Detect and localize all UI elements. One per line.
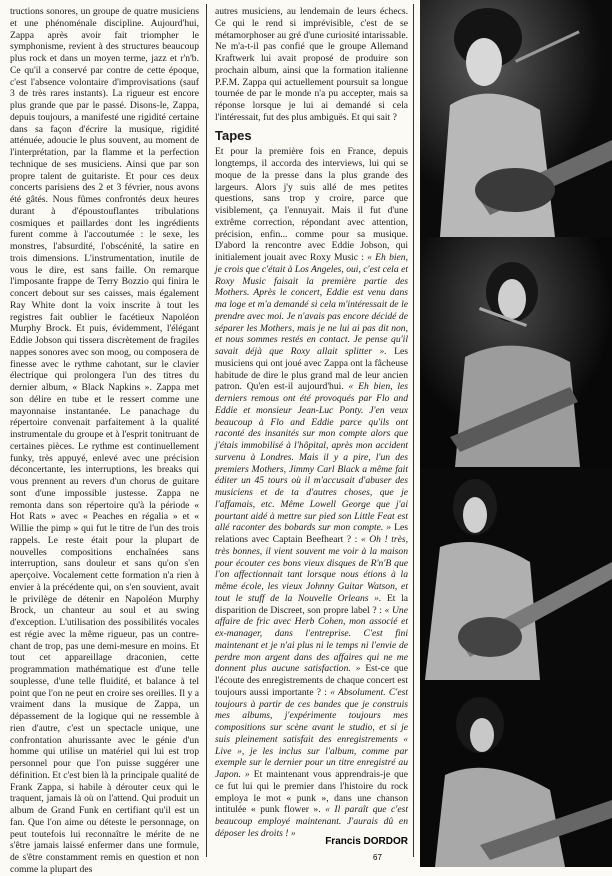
quote-text: « Oh ! très, très bonnes, il vient souvent me voir à la maison pour écouter ces bons vieux disques de R'n'B que l'on affectionnait tant lorsque nous étions à la même école, les vieux Johnny Guitar Watson, et tout le stuff de la Nouvelle Orleans ». (215, 534, 409, 604)
zappa-photo-2 (420, 237, 612, 467)
body-text: Est-ce que l'écoute des enregistrements de chaque concert est toujours aussi importante ? : (215, 663, 408, 698)
quote-text: « Une affaire de fric avec Herb Cohen, mon associé et ex-manager, dans l'entreprise. C'est fini maintenant et je n'ai plus ni le temps ni l'envie de perdre mon argent dans des affaires qui ne me donnent plus aucune satisfaction. » (215, 604, 408, 675)
quote-text: « Eh bien, je crois que c'était à Los Angeles, oui, c'est cela et Roxy Music faisait la première partie des Mothers. Après le concert, Eddie est venu dans ma loge et m'a demandé si cela m'intéressait de le prendre avec moi. Je n'avais pas encore décidé de séparer les Mothers, mais je ne lui ai pas dit non, et nous sommes restés en contact. Je pense qu'il savait déjà que Roxy allait splitter ». (215, 252, 408, 357)
body-text: Et maintenant vous apprendrais-je que ce fut lui qui le premier dans l'histoire du rock employa le mot « punk », dans une chanson intitulée « punk flower ». (215, 769, 408, 816)
zappa-photo-4 (420, 680, 612, 867)
body-text: Et pour la première fois en France, depuis longtemps, il accorda des interviews, lui qui se moque de la presse dans la plus grande des largeurs. Alors j'y suis allé de mes petites questions, sans trop y croire, parce que visiblement, ça l'ennuyait. Mais il fut d'une extrême correction, répondant avec attention, précision, enfin... comme pour sa musique. D'abord la rencontre avec Eddie Jobson, qui initialement jouait avec Roxy Music : (215, 146, 408, 263)
body-text: Et la disparition de Discreet, son propre label ? : (215, 592, 408, 616)
section-heading: Tapes (215, 127, 252, 143)
body-text: Les musiciens qui ont joué avec Zappa ont la fâcheuse habitude de dire le plus grand mal de leur ancien patron. Qu'en est-il aujourd'hui. (215, 346, 408, 393)
article-paragraph: tructions sonores, un groupe de quatre musiciens et une phénoménale discipline. Aujourd'hui, Zappa après avoir fait triompher le symphonisme, revient à des structures beaucoup plus rock et dans un moyen terme, jazz et r'n'b. Ce qu'il a conservé par contre de cette époque, c'est l'absence volontaire d'improvisations (sauf 3 de très rares instants). La rigueur est encore plus grande que par le passé. Disons-le, Zappa, depuis toujours, a manifesté une rigidité certaine dans sa façon d'écrire la musique, rigidité atténuée, adoucie le plus souvent, au moment de l'interprétation, par la flamme et la perfection technique de ses musiciens. Ainsi que par son propre talent de guitariste. Et pour ces deux concerts parisiens des 2 et 3 février, nous avons été gâtés. Nous fûmes confrontés deux heures durant à d'époustouflantes tribulations cosmiques et paillardes dont les ingrédients furent comme à l'accoutumée : le sexe, les monstres, l'absurdité, l'obscénité, la satire en trois dimensions. L'instrumentation, inutile de vous le dire, est sans faille. On remarque l'imposante frappe de Terry Bozzio qui finira le concert debout sur ses caisses, mais également Ray White dont la voix inscrite à tout les registres fait oublier le facétieux Napoléon Murphy Brock. Et puis, évidemment, l'élégant Eddie Jobson qui tissera discrètement de fragiles nappes sonores avec son moog, ou composera de finesse avec le rythme cahotant, sur le clavier électrique qui prolongera l'un des titres du dernier album, « Black Napkins ». Zappa met son délire en tube et le ressert comme une mayonnaise instantanée. Le panachage du répertoire convenait parfaitement à la qualité instrumentale du groupe et à l'esprit tonitruant de certaines pièces. Le rythme est continuellement funky, très appuyé, enlevé avec une précision déconcertante, les interruptions, les breaks qui vous prennent au revers d'un chorus de guitare sont d'une impossible justesse. Zappa ne remonta dans son répertoire qu'à la période « Hot Rats » avec « Peaches en régalia » et « Willie the pimp » qui fut le titre de l'un des trois rappels. Le reste était pour la plupart de nouvelles compositions enchaînées sans interruption, sans douleur et sans qu'on s'en aperçoive. Vocalement cette formation n'a rien à envier à la précédente qui, on s'en souvient, avait le privilège de détenir en Napoléon Murphy Brock, un chanteur au soul et au swing d'exception. L'utilisation des possibilités vocales est régie avec la même rigueur, pas un contre-chant de trop, pas une demi-mesure en moins. Et tout cet appareillage draconien, cette programmation mathématique est d'une telle souplesse, d'une telle fluidité, et balance à tel point que l'on ne peut en croire ses oreilles. Il y a vraiment dans la musique de Zappa, un dépassement de la logique qui ne ressemble à rien d'autre, c'est un spectacle unique, une confrontation ahurissante avec le génie d'un homme qui utilise un matériel qui lui est trop personnel pour que l'on puisse suggérer une définition. Et c'est bien là la principale qualité de Frank Zappa, si habile à dérouter ceux qui le traquent, jamais là où on l'attend. Qui produit un album de Grand Funk en certifiant qu'il est un fan. Que l'on aime ou déteste le personnage, on peut toutefois lui reconnaître le mérite de ne s'être jamais laissé enfermer dans une formule, de s'être constamment remis en question et non comme la plupart des (10, 6, 199, 875)
zappa-photo-3 (420, 467, 612, 680)
column-divider (413, 4, 414, 857)
article-column-1 (10, 6, 199, 876)
article-column-2 (215, 6, 408, 840)
body-text: Les relations avec Captain Beefheart ? : (215, 522, 408, 545)
quote-text: « Eh bien, les derniers remous ont été provoqués par Flo and Eddie et monsieur Jean-Luc Ponty. J'en veux beaucoup à Flo and Eddie parce qu'ils ont raconté des insanités sur mon compte alors que j'étais immobilisé à l'hôpital, après mon accident survenu à Londres. Mais il y a pire, l'un des premiers Mothers, Jimmy Carl Black a même fait éditer un 45 tours où il m'accusait d'abuser des musiciens et de ta d'autres choses, que je l'affamais, etc. Même Lowell George que j'ai pourtant aidé à mettre sur pied son Little Feat est allé raconter des bobards sur mon compte. » (215, 381, 408, 534)
quote-text: « Absolument. C'est toujours à partir de ces bandes que je construis mes albums, j'expérimente toujours mes compositions sur scène avant le studio, et si je suis pleinement satisfait des enregistrements « Live », je les inclus sur l'album, comme par exemple sur le dernier pour un titre enregistré au Japon. » (215, 686, 408, 780)
page-number: 67 (373, 853, 382, 862)
quote-text: « Il paraît que c'est beaucoup employé maintenant. J'aurais dû en déposer les droits ! » (215, 804, 409, 839)
column-divider (206, 4, 207, 857)
zappa-photo-1 (420, 0, 612, 237)
article-paragraph (215, 146, 408, 839)
article-paragraph: autres musiciens, au lendemain de leurs échecs. Ce qui le rend si imprévisible, c'est de se métamorphoser au gré d'une curiosité intarissable. Ne m'a-t-il pas confié que le groupe Allemand Kraftwerk lui avait proposé de produire son prochain album, ainsi que la formation italienne P.F.M. Zappa qui actuellement poursuit sa longue tournée de par le monde n'a pu accepter, mais sa réponse lorsque je lui ai demandé si cela l'intéressait, fut des plus ambiguës. Et qui sait ? (215, 6, 408, 123)
author-signature: Francis DORDOR (325, 836, 408, 847)
